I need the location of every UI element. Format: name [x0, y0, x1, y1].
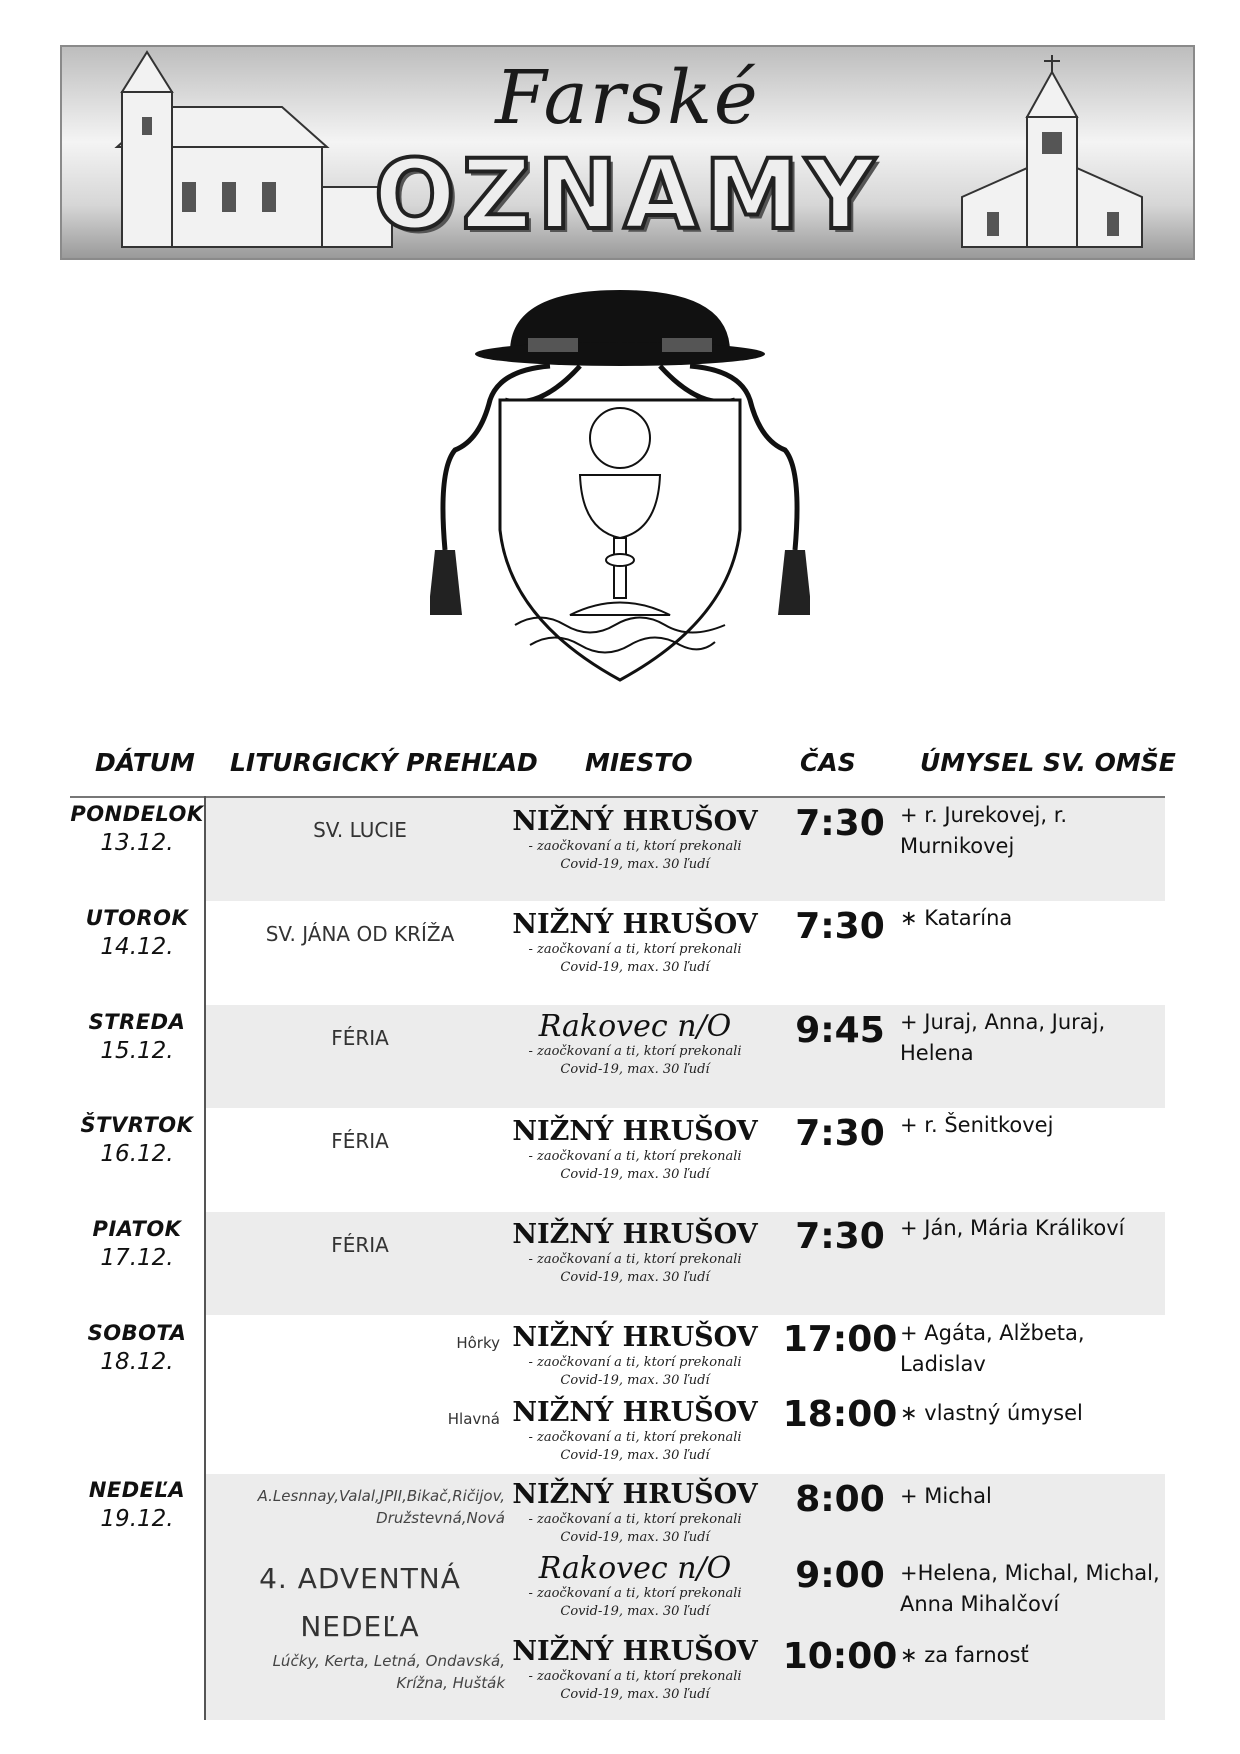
mass-intention: + r. Šenitkovej	[900, 1113, 1054, 1137]
day-date: 16.12.	[100, 1141, 174, 1167]
mass-intention: +Helena, Michal, Michal, Anna Mihalčoví	[900, 1561, 1160, 1616]
place-name: Rakovec n/O	[538, 1551, 732, 1586]
banner-script-title: Farské	[495, 55, 760, 141]
mass-time: 9:45	[795, 1010, 885, 1051]
mass-intention: ∗ vlastný úmysel	[900, 1401, 1083, 1425]
header-place: MIESTO	[585, 748, 693, 777]
covid-note-line1: - zaočkovaní a ti, ktorí prekonali	[528, 1044, 742, 1059]
covid-note-line1: - zaočkovaní a ti, ktorí prekonali	[528, 1252, 742, 1267]
mass-place	[510, 1553, 760, 1621]
mass-place	[510, 1322, 760, 1390]
mass-place	[510, 1116, 760, 1184]
day-date: 17.12.	[100, 1245, 174, 1271]
covid-note-line2: Covid-19, max. 30 ľudí	[560, 1448, 710, 1463]
mass-intention: + Michal	[900, 1484, 992, 1508]
mass-place	[510, 806, 760, 874]
liturgy-label: SV. JÁNA OD KRÍŽA	[265, 922, 455, 946]
mass-intention: + r. Jurekovej, r. Murnikovej	[900, 803, 1068, 858]
liturgy-label: SV. LUCIE	[313, 818, 407, 842]
covid-note-line1: - zaočkovaní a ti, ktorí prekonali	[528, 1512, 742, 1527]
covid-note-line1: - zaočkovaní a ti, ktorí prekonali	[528, 839, 742, 854]
day-cell	[70, 906, 204, 960]
covid-note-line1: - zaočkovaní a ti, ktorí prekonali	[528, 1149, 742, 1164]
header-intention: ÚMYSEL SV. OMŠE	[920, 748, 1176, 777]
covid-note-line1: - zaočkovaní a ti, ktorí prekonali	[528, 942, 742, 957]
mass-time: 7:30	[795, 1216, 885, 1257]
place-name: NIŽNÝ HRUŠOV	[512, 1636, 758, 1667]
mass-place	[510, 1479, 760, 1547]
header-time: ČAS	[800, 748, 856, 777]
place-name: NIŽNÝ HRUŠOV	[512, 1219, 758, 1250]
day-cell	[70, 1010, 204, 1064]
place-name: NIŽNÝ HRUŠOV	[512, 1116, 758, 1147]
day-name: UTOROK	[85, 906, 189, 930]
mass-time: 18:00	[782, 1394, 898, 1435]
day-cell	[70, 1217, 204, 1271]
mass-place	[510, 1219, 760, 1287]
mass-intention: ∗ Katarína	[900, 906, 1013, 930]
mass-intention: + Agáta, Alžbeta, Ladislav	[900, 1321, 1085, 1376]
header-banner	[60, 45, 1195, 260]
covid-note-line1: - zaočkovaní a ti, ktorí prekonali	[528, 1586, 742, 1601]
mass-time: 17:00	[782, 1319, 898, 1360]
mass-time: 7:30	[795, 906, 885, 947]
mass-time: 8:00	[795, 1479, 885, 1520]
mass-place	[510, 1397, 760, 1465]
header-liturgy: LITURGICKÝ PREHĽAD	[230, 748, 538, 777]
mass-intention: + Juraj, Anna, Juraj, Helena	[900, 1010, 1106, 1065]
mass-time: 10:00	[782, 1636, 898, 1677]
header-date: DÁTUM	[95, 748, 195, 777]
day-name: SOBOTA	[87, 1321, 187, 1345]
day-date: 19.12.	[100, 1506, 174, 1532]
covid-note-line2: Covid-19, max. 30 ľudí	[560, 1604, 710, 1619]
place-name: NIŽNÝ HRUŠOV	[512, 1479, 758, 1510]
day-date: 14.12.	[100, 934, 174, 960]
liturgy-label: FÉRIA	[331, 1026, 389, 1050]
covid-note-line2: Covid-19, max. 30 ľudí	[560, 1167, 710, 1182]
location-note: Hôrky	[456, 1334, 500, 1352]
banner-main-title: OZNAMY	[374, 139, 881, 251]
place-name: Rakovec n/O	[538, 1009, 732, 1044]
day-cell	[70, 1478, 204, 1532]
mass-place	[510, 1636, 760, 1704]
liturgy-label: 4. ADVENTNÁ NEDEĽA	[259, 1562, 461, 1643]
mass-intention: ∗ za farnosť	[900, 1643, 1029, 1667]
day-cell	[70, 1321, 204, 1375]
liturgy-label: FÉRIA	[331, 1129, 389, 1153]
day-name: NEDEĽA	[88, 1478, 186, 1502]
covid-note-line1: - zaočkovaní a ti, ktorí prekonali	[528, 1355, 742, 1370]
covid-note-line2: Covid-19, max. 30 ľudí	[560, 1687, 710, 1702]
place-name: NIŽNÝ HRUŠOV	[512, 806, 758, 837]
day-date: 15.12.	[100, 1038, 174, 1064]
mass-time: 7:30	[795, 1113, 885, 1154]
day-name: STREDA	[88, 1010, 186, 1034]
place-name: NIŽNÝ HRUŠOV	[512, 1397, 758, 1428]
covid-note-line2: Covid-19, max. 30 ľudí	[560, 1373, 710, 1388]
covid-note-line2: Covid-19, max. 30 ľudí	[560, 1530, 710, 1545]
covid-note-line2: Covid-19, max. 30 ľudí	[560, 1062, 710, 1077]
covid-note-line2: Covid-19, max. 30 ľudí	[560, 857, 710, 872]
day-cell	[70, 1113, 204, 1167]
mass-place	[510, 909, 760, 977]
day-cell	[70, 802, 204, 856]
day-name: PIATOK	[92, 1217, 182, 1241]
day-date: 18.12.	[100, 1349, 174, 1375]
location-note: Lúčky, Kerta, Letná, Ondavská, Krížna, Hušták	[272, 1652, 505, 1692]
liturgy-label: FÉRIA	[331, 1233, 389, 1257]
place-name: NIŽNÝ HRUŠOV	[512, 1322, 758, 1353]
covid-note-line2: Covid-19, max. 30 ľudí	[560, 960, 710, 975]
mass-time: 9:00	[795, 1555, 885, 1596]
place-name: NIŽNÝ HRUŠOV	[512, 909, 758, 940]
parish-coat-of-arms	[430, 280, 810, 690]
mass-time: 7:30	[795, 803, 885, 844]
location-note: Hlavná	[447, 1410, 500, 1428]
day-name: PONDELOK	[70, 802, 204, 826]
location-note: A.Lesnnay,Valal,JPII,Bikač,Ričijov, Družstevná,Nová	[257, 1487, 505, 1527]
date-column-divider	[204, 796, 206, 1720]
mass-intention: + Ján, Mária Králikoví	[900, 1216, 1125, 1240]
covid-note-line1: - zaočkovaní a ti, ktorí prekonali	[528, 1669, 742, 1684]
covid-note-line2: Covid-19, max. 30 ľudí	[560, 1270, 710, 1285]
mass-place	[510, 1011, 760, 1079]
covid-note-line1: - zaočkovaní a ti, ktorí prekonali	[528, 1430, 742, 1445]
day-name: ŠTVRTOK	[80, 1113, 194, 1137]
day-date: 13.12.	[100, 830, 174, 856]
